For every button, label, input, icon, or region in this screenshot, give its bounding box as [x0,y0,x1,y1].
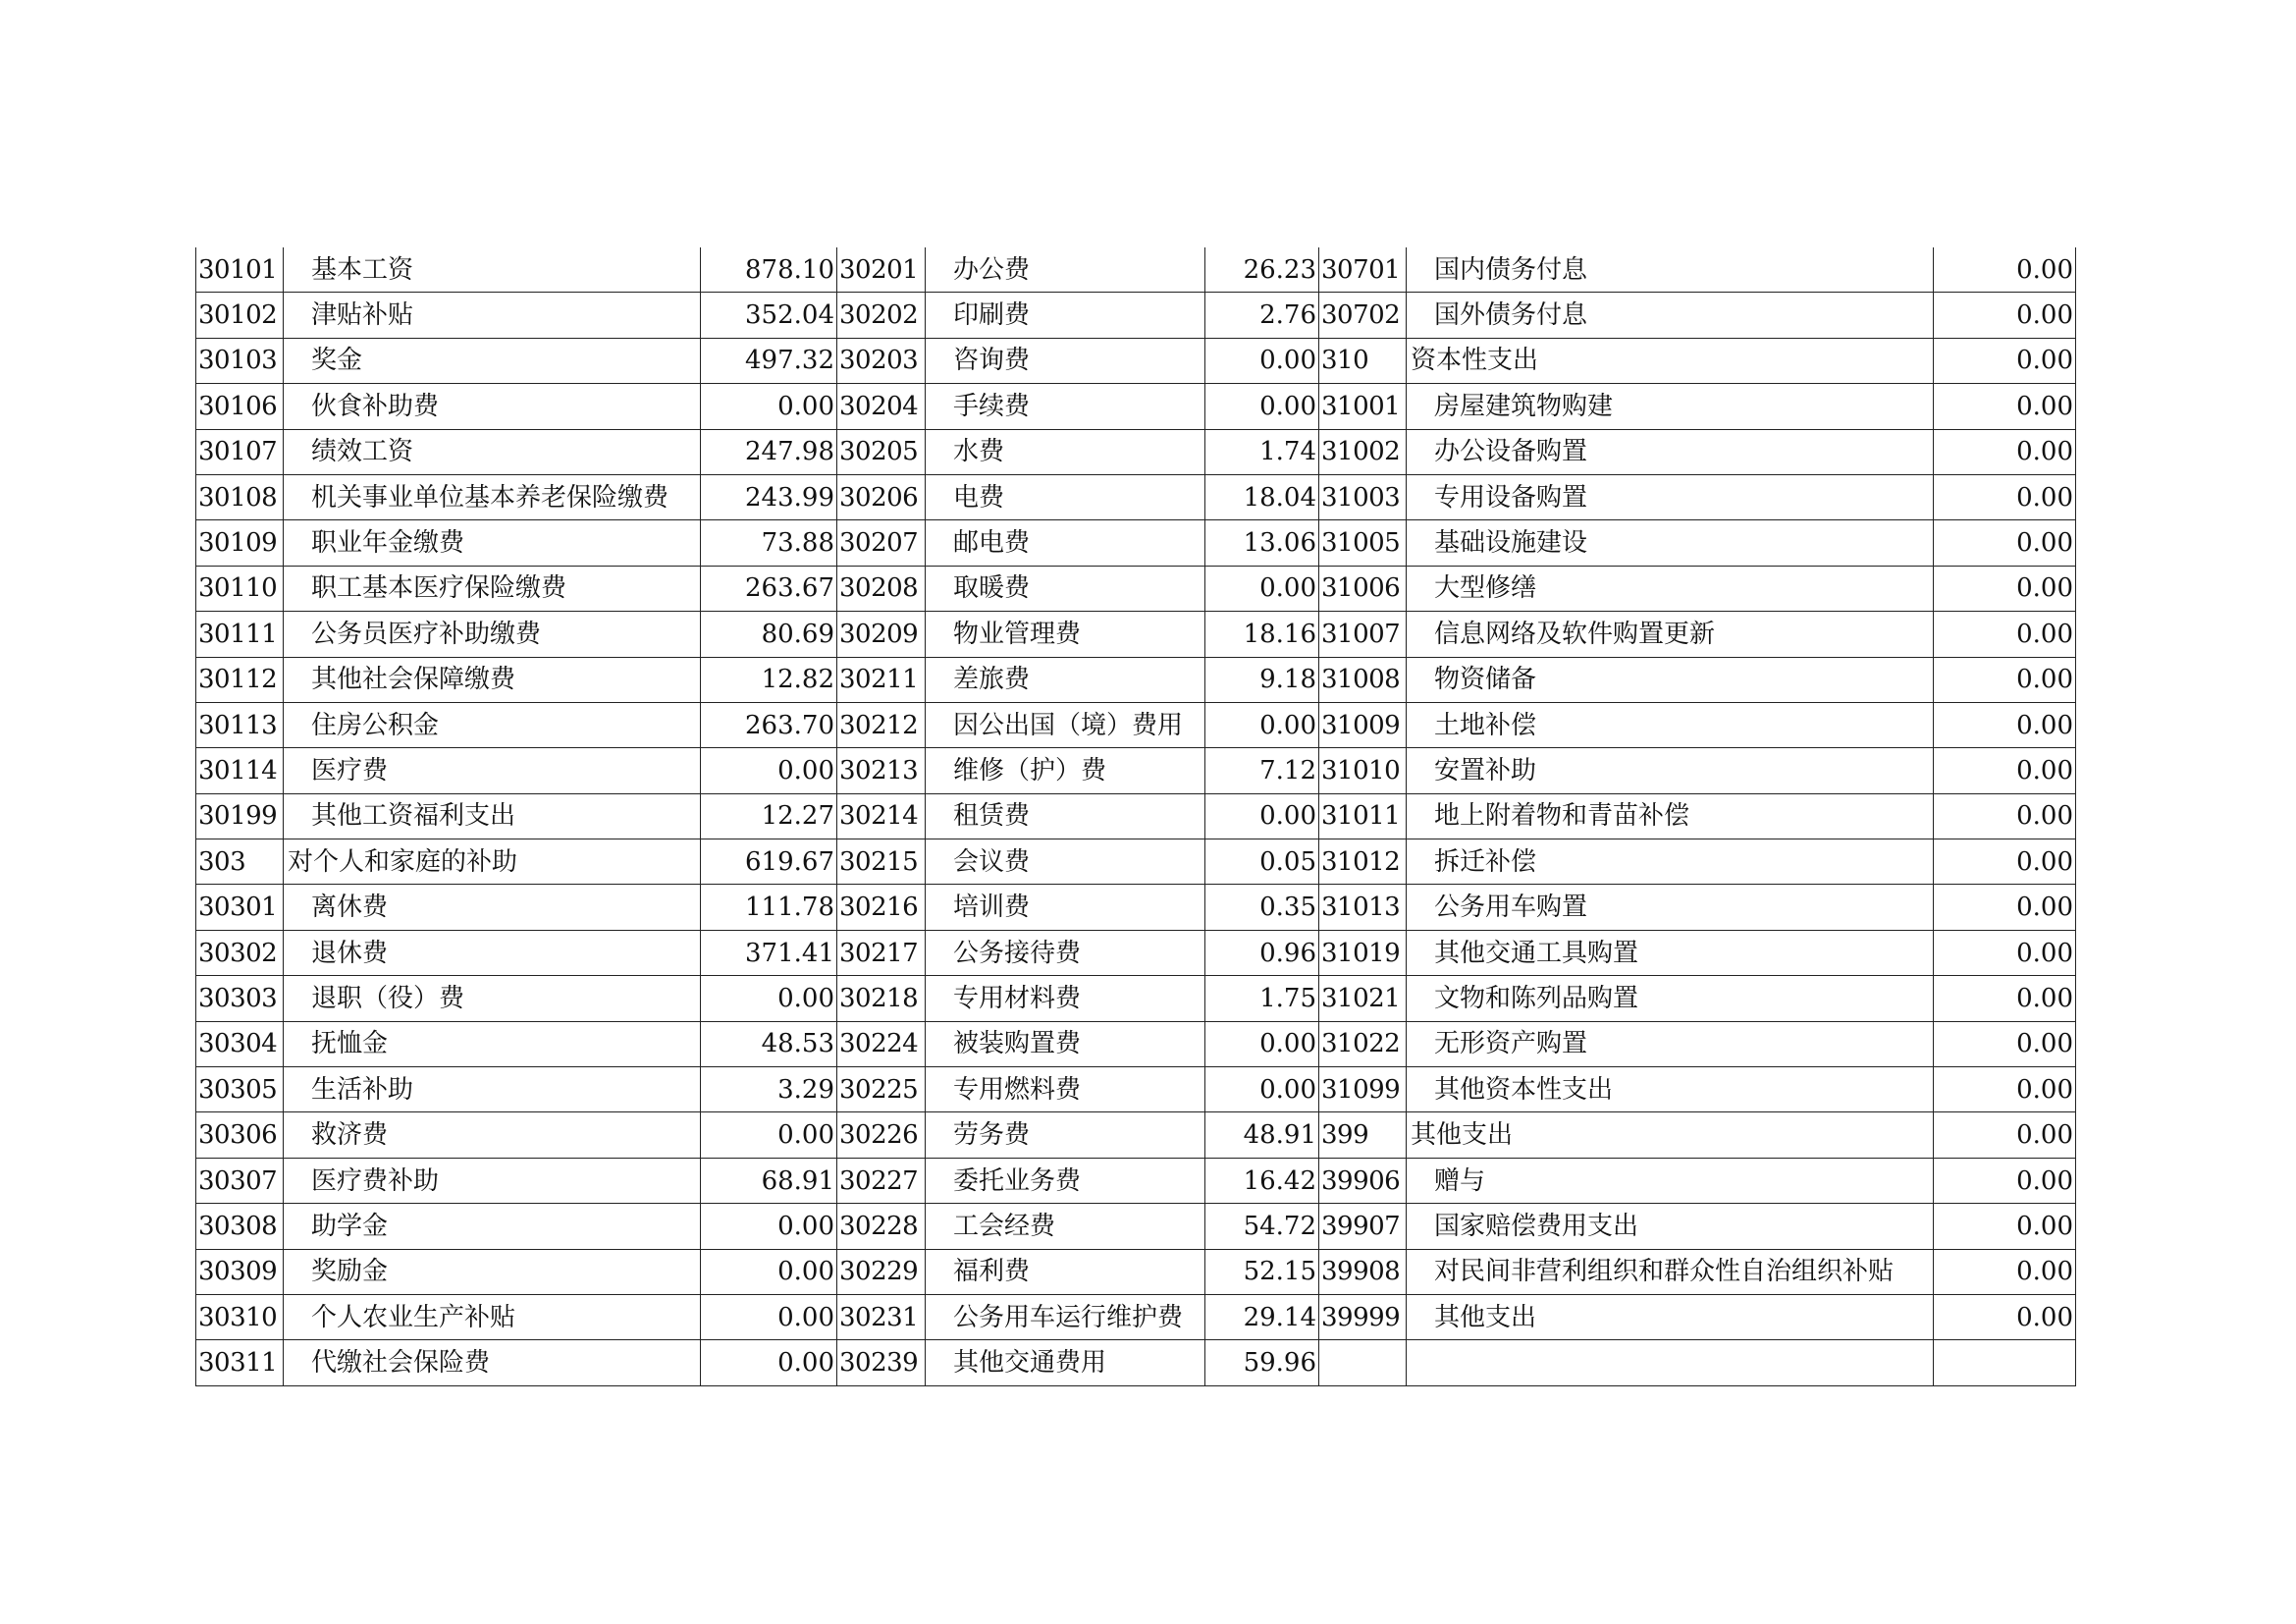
expense-code-cell: 31012 [1319,839,1407,885]
expense-name-cell: 公务用车购置 [1407,885,1934,930]
table-row [196,930,2076,975]
table-row [196,384,2076,429]
expense-name-cell: 国家赔偿费用支出 [1407,1204,1934,1249]
expense-name-cell: 绩效工资 [284,429,701,474]
expense-amount-cell: 54.72 [1205,1204,1319,1249]
expense-code-cell: 31021 [1319,976,1407,1021]
expense-amount-cell: 73.88 [701,520,837,566]
expense-code-cell: 30206 [837,474,926,519]
expense-name-cell: 水费 [926,429,1205,474]
expense-amount-cell: 59.96 [1205,1340,1319,1385]
expense-amount-cell: 3.29 [701,1067,837,1112]
expense-amount-cell: 0.00 [1934,839,2076,885]
expense-name-cell: 因公出国（境）费用 [926,702,1205,747]
expense-code-cell: 303 [196,839,284,885]
expense-name-cell: 职工基本医疗保险缴费 [284,566,701,611]
expense-amount-cell: 0.00 [701,1249,837,1294]
expense-name-cell: 伙食补助费 [284,384,701,429]
expense-code-cell: 310 [1319,338,1407,383]
expense-name-cell: 对民间非营利组织和群众性自治组织补贴 [1407,1249,1934,1294]
expense-code-cell: 30202 [837,293,926,338]
expense-amount-cell: 13.06 [1205,520,1319,566]
expense-code-cell [1319,1340,1407,1385]
budget-expenditure-table [195,247,2076,1386]
expense-name-cell: 专用燃料费 [926,1067,1205,1112]
expense-code-cell: 30199 [196,793,284,839]
table-row [196,1067,2076,1112]
expense-code-cell: 30102 [196,293,284,338]
table-body [196,247,2076,1385]
expense-name-cell: 工会经费 [926,1204,1205,1249]
expense-code-cell: 30108 [196,474,284,519]
expense-amount-cell: 0.00 [1934,1067,2076,1112]
table-row [196,1021,2076,1066]
expense-amount-cell: 0.00 [1934,976,2076,1021]
expense-amount-cell: 0.00 [701,384,837,429]
expense-name-cell: 会议费 [926,839,1205,885]
expense-code-cell: 30308 [196,1204,284,1249]
expense-amount-cell: 2.76 [1205,293,1319,338]
expense-code-cell: 30106 [196,384,284,429]
expense-name-cell: 医疗费 [284,748,701,793]
expense-name-cell: 无形资产购置 [1407,1021,1934,1066]
expense-name-cell: 文物和陈列品购置 [1407,976,1934,1021]
expense-name-cell: 委托业务费 [926,1158,1205,1203]
expense-code-cell: 39906 [1319,1158,1407,1203]
expense-amount-cell: 52.15 [1205,1249,1319,1294]
expense-code-cell: 30702 [1319,293,1407,338]
expense-name-cell: 津贴补贴 [284,293,701,338]
table-row [196,338,2076,383]
expense-amount-cell: 0.00 [701,1112,837,1158]
expense-name-cell: 对个人和家庭的补助 [284,839,701,885]
table-row [196,657,2076,702]
expense-amount-cell: 0.00 [1934,612,2076,657]
expense-code-cell: 30109 [196,520,284,566]
expense-code-cell: 31011 [1319,793,1407,839]
expense-code-cell: 30302 [196,930,284,975]
expense-code-cell: 30304 [196,1021,284,1066]
expense-name-cell: 退休费 [284,930,701,975]
expense-name-cell: 信息网络及软件购置更新 [1407,612,1934,657]
expense-name-cell: 生活补助 [284,1067,701,1112]
expense-code-cell: 31009 [1319,702,1407,747]
table-row [196,885,2076,930]
expense-name-cell: 咨询费 [926,338,1205,383]
expense-name-cell: 办公设备购置 [1407,429,1934,474]
expense-code-cell: 30110 [196,566,284,611]
expense-code-cell: 30207 [837,520,926,566]
expense-code-cell: 30208 [837,566,926,611]
expense-name-cell: 其他社会保障缴费 [284,657,701,702]
expense-code-cell: 30305 [196,1067,284,1112]
expense-amount-cell: 9.18 [1205,657,1319,702]
expense-code-cell: 30101 [196,247,284,293]
expense-amount-cell: 1.74 [1205,429,1319,474]
expense-name-cell: 国内债务付息 [1407,247,1934,293]
expense-code-cell: 30229 [837,1249,926,1294]
expense-code-cell: 30112 [196,657,284,702]
expense-code-cell: 30201 [837,247,926,293]
expense-amount-cell: 0.00 [701,748,837,793]
expense-amount-cell: 0.00 [1934,930,2076,975]
expense-amount-cell: 0.00 [1934,384,2076,429]
expense-code-cell: 30309 [196,1249,284,1294]
expense-name-cell: 其他资本性支出 [1407,1067,1934,1112]
expense-name-cell: 维修（护）费 [926,748,1205,793]
expense-name-cell [1407,1340,1934,1385]
table-row [196,1294,2076,1339]
expense-amount-cell: 18.16 [1205,612,1319,657]
expense-name-cell: 退职（役）费 [284,976,701,1021]
expense-name-cell: 其他支出 [1407,1294,1934,1339]
expense-amount-cell [1934,1340,2076,1385]
expense-amount-cell: 0.00 [1934,657,2076,702]
expense-amount-cell: 0.00 [1934,1294,2076,1339]
expense-code-cell: 30113 [196,702,284,747]
expense-name-cell: 医疗费补助 [284,1158,701,1203]
expense-name-cell: 个人农业生产补贴 [284,1294,701,1339]
expense-amount-cell: 0.00 [1205,338,1319,383]
expense-code-cell: 30239 [837,1340,926,1385]
expense-code-cell: 31002 [1319,429,1407,474]
expense-name-cell: 取暖费 [926,566,1205,611]
expense-amount-cell: 0.00 [1934,885,2076,930]
expense-name-cell: 基础设施建设 [1407,520,1934,566]
expense-name-cell: 土地补偿 [1407,702,1934,747]
expense-amount-cell: 0.00 [1205,1067,1319,1112]
expense-amount-cell: 0.00 [1934,429,2076,474]
expense-amount-cell: 0.00 [1934,338,2076,383]
expense-code-cell: 30701 [1319,247,1407,293]
expense-amount-cell: 0.00 [1205,702,1319,747]
expense-code-cell: 30311 [196,1340,284,1385]
expense-code-cell: 31001 [1319,384,1407,429]
expense-name-cell: 其他交通工具购置 [1407,930,1934,975]
expense-name-cell: 代缴社会保险费 [284,1340,701,1385]
expense-code-cell: 31003 [1319,474,1407,519]
expense-name-cell: 抚恤金 [284,1021,701,1066]
expense-amount-cell: 0.00 [1205,793,1319,839]
table-row [196,429,2076,474]
table-row [196,293,2076,338]
expense-name-cell: 奖励金 [284,1249,701,1294]
expense-name-cell: 培训费 [926,885,1205,930]
expense-amount-cell: 16.42 [1205,1158,1319,1203]
expense-amount-cell: 0.00 [1934,748,2076,793]
expense-code-cell: 30225 [837,1067,926,1112]
expense-code-cell: 399 [1319,1112,1407,1158]
expense-code-cell: 31006 [1319,566,1407,611]
expense-name-cell: 基本工资 [284,247,701,293]
expense-name-cell: 手续费 [926,384,1205,429]
expense-name-cell: 劳务费 [926,1112,1205,1158]
expense-name-cell: 拆迁补偿 [1407,839,1934,885]
expense-name-cell: 公务接待费 [926,930,1205,975]
expense-name-cell: 其他工资福利支出 [284,793,701,839]
expense-amount-cell: 0.00 [1934,474,2076,519]
expense-amount-cell: 48.91 [1205,1112,1319,1158]
expense-code-cell: 30114 [196,748,284,793]
expense-amount-cell: 352.04 [701,293,837,338]
expense-amount-cell: 0.00 [1205,1021,1319,1066]
expense-code-cell: 30301 [196,885,284,930]
expense-code-cell: 30224 [837,1021,926,1066]
table-row [196,793,2076,839]
expense-code-cell: 30216 [837,885,926,930]
table-row [196,1249,2076,1294]
expense-name-cell: 租赁费 [926,793,1205,839]
expense-amount-cell: 0.00 [1934,566,2076,611]
table-row [196,702,2076,747]
expense-name-cell: 机关事业单位基本养老保险缴费 [284,474,701,519]
expense-name-cell: 物业管理费 [926,612,1205,657]
expense-code-cell: 30303 [196,976,284,1021]
table-row [196,612,2076,657]
expense-code-cell: 30111 [196,612,284,657]
expense-code-cell: 30107 [196,429,284,474]
expense-amount-cell: 0.00 [1934,247,2076,293]
expense-amount-cell: 111.78 [701,885,837,930]
expense-amount-cell: 0.96 [1205,930,1319,975]
expense-name-cell: 公务员医疗补助缴费 [284,612,701,657]
expense-amount-cell: 0.00 [701,976,837,1021]
expense-code-cell: 30203 [837,338,926,383]
table-row [196,474,2076,519]
expense-name-cell: 专用设备购置 [1407,474,1934,519]
expense-name-cell: 其他交通费用 [926,1340,1205,1385]
expense-code-cell: 39999 [1319,1294,1407,1339]
expense-amount-cell: 0.00 [701,1340,837,1385]
table-row [196,247,2076,293]
expense-name-cell: 邮电费 [926,520,1205,566]
expense-name-cell: 奖金 [284,338,701,383]
expense-code-cell: 30228 [837,1204,926,1249]
expense-code-cell: 30215 [837,839,926,885]
expense-amount-cell: 26.23 [1205,247,1319,293]
expense-code-cell: 30204 [837,384,926,429]
expense-name-cell: 公务用车运行维护费 [926,1294,1205,1339]
expense-amount-cell: 0.00 [1934,1204,2076,1249]
expense-amount-cell: 80.69 [701,612,837,657]
table-row [196,748,2076,793]
expense-name-cell: 住房公积金 [284,702,701,747]
expense-code-cell: 31022 [1319,1021,1407,1066]
expense-amount-cell: 0.00 [1934,1112,2076,1158]
table-row [196,976,2076,1021]
table-row [196,566,2076,611]
expense-amount-cell: 263.67 [701,566,837,611]
expense-amount-cell: 878.10 [701,247,837,293]
expense-name-cell: 被装购置费 [926,1021,1205,1066]
expense-name-cell: 赠与 [1407,1158,1934,1203]
expense-amount-cell: 0.00 [1934,1249,2076,1294]
expense-amount-cell: 0.00 [701,1294,837,1339]
table-row [196,1340,2076,1385]
expense-amount-cell: 0.00 [1205,384,1319,429]
expense-amount-cell: 0.35 [1205,885,1319,930]
expense-amount-cell: 12.27 [701,793,837,839]
expense-amount-cell: 0.05 [1205,839,1319,885]
expense-code-cell: 30310 [196,1294,284,1339]
expense-code-cell: 30103 [196,338,284,383]
expense-amount-cell: 0.00 [1934,1021,2076,1066]
expense-amount-cell: 619.67 [701,839,837,885]
expense-amount-cell: 29.14 [1205,1294,1319,1339]
expense-code-cell: 39908 [1319,1249,1407,1294]
expense-code-cell: 30218 [837,976,926,1021]
expense-amount-cell: 247.98 [701,429,837,474]
expense-code-cell: 39907 [1319,1204,1407,1249]
table-row [196,520,2076,566]
expense-code-cell: 30209 [837,612,926,657]
expense-name-cell: 助学金 [284,1204,701,1249]
expense-name-cell: 资本性支出 [1407,338,1934,383]
expense-code-cell: 31019 [1319,930,1407,975]
expense-amount-cell: 371.41 [701,930,837,975]
expense-amount-cell: 0.00 [1934,793,2076,839]
expense-code-cell: 30231 [837,1294,926,1339]
expense-code-cell: 31010 [1319,748,1407,793]
expense-code-cell: 30211 [837,657,926,702]
expense-name-cell: 差旅费 [926,657,1205,702]
expense-amount-cell: 263.70 [701,702,837,747]
table-row [196,1112,2076,1158]
expense-code-cell: 30212 [837,702,926,747]
expense-code-cell: 31013 [1319,885,1407,930]
expense-name-cell: 其他支出 [1407,1112,1934,1158]
expense-code-cell: 31007 [1319,612,1407,657]
expense-amount-cell: 0.00 [1934,1158,2076,1203]
expense-name-cell: 大型修缮 [1407,566,1934,611]
expense-code-cell: 30307 [196,1158,284,1203]
expense-name-cell: 办公费 [926,247,1205,293]
expense-amount-cell: 1.75 [1205,976,1319,1021]
table-row [196,1204,2076,1249]
expense-name-cell: 物资储备 [1407,657,1934,702]
expense-amount-cell: 12.82 [701,657,837,702]
table-row [196,1158,2076,1203]
expense-name-cell: 地上附着物和青苗补偿 [1407,793,1934,839]
expense-amount-cell: 0.00 [1934,293,2076,338]
expense-code-cell: 31099 [1319,1067,1407,1112]
expense-amount-cell: 7.12 [1205,748,1319,793]
expense-code-cell: 30226 [837,1112,926,1158]
expense-code-cell: 30205 [837,429,926,474]
table-row [196,839,2076,885]
expense-code-cell: 31005 [1319,520,1407,566]
expense-name-cell: 离休费 [284,885,701,930]
expense-code-cell: 30213 [837,748,926,793]
expense-name-cell: 救济费 [284,1112,701,1158]
expense-code-cell: 30306 [196,1112,284,1158]
expense-amount-cell: 0.00 [701,1204,837,1249]
expense-name-cell: 国外债务付息 [1407,293,1934,338]
expense-amount-cell: 243.99 [701,474,837,519]
expense-name-cell: 职业年金缴费 [284,520,701,566]
expense-name-cell: 专用材料费 [926,976,1205,1021]
expense-name-cell: 安置补助 [1407,748,1934,793]
expense-code-cell: 31008 [1319,657,1407,702]
expense-amount-cell: 18.04 [1205,474,1319,519]
expense-name-cell: 福利费 [926,1249,1205,1294]
expense-amount-cell: 0.00 [1934,520,2076,566]
expense-amount-cell: 68.91 [701,1158,837,1203]
expense-name-cell: 印刷费 [926,293,1205,338]
expense-amount-cell: 0.00 [1934,702,2076,747]
expense-amount-cell: 48.53 [701,1021,837,1066]
expense-name-cell: 房屋建筑物购建 [1407,384,1934,429]
expense-amount-cell: 497.32 [701,338,837,383]
expense-name-cell: 电费 [926,474,1205,519]
expense-code-cell: 30217 [837,930,926,975]
expense-amount-cell: 0.00 [1205,566,1319,611]
expense-code-cell: 30214 [837,793,926,839]
expense-code-cell: 30227 [837,1158,926,1203]
